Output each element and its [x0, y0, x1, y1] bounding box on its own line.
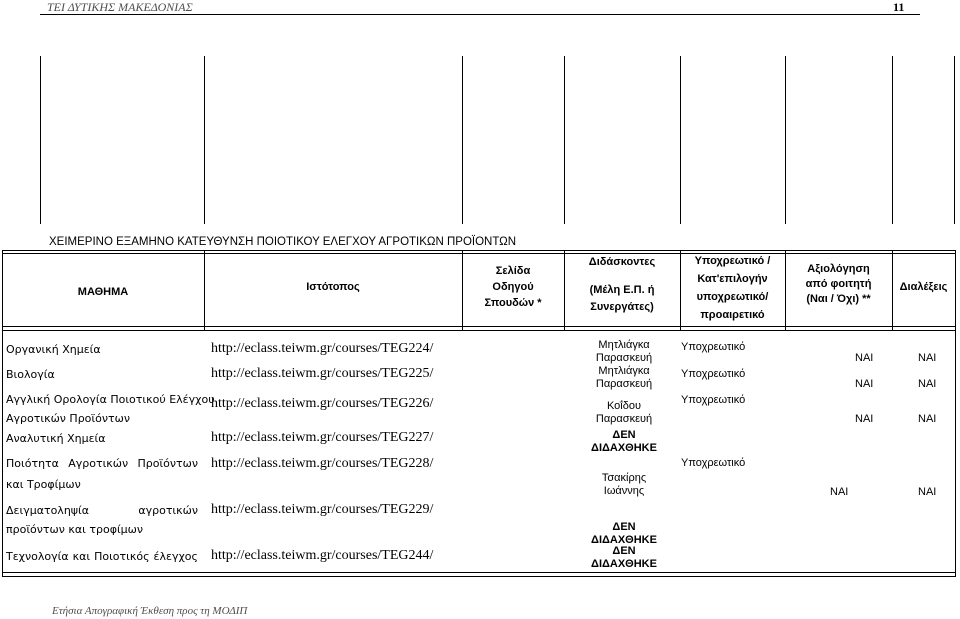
- required-status: Υποχρεωτικό: [681, 394, 746, 406]
- page-number: 11: [893, 0, 905, 14]
- course-name: Δειγματοληψία αγροτικών: [6, 504, 198, 517]
- teacher: Κοΐδου Παρασκευή: [595, 400, 653, 425]
- lectures-value: ΝΑΙ: [918, 413, 937, 425]
- course-name-line-2: προϊόντων και τροφίμων: [6, 523, 144, 536]
- course-name: Τεχνολογία και Ποιοτικός έλεγχος: [6, 550, 198, 563]
- course-name-line-2: και Τροφίμων: [6, 478, 81, 491]
- teacher: Τσακίρης Ιωάννης: [601, 472, 647, 497]
- evaluation-value: ΝΑΙ: [855, 352, 874, 364]
- required-status: Υποχρεωτικό: [681, 341, 746, 353]
- course-name: Οργανική Χημεία: [6, 343, 101, 356]
- course-url[interactable]: http://eclass.teiwm.gr/courses/TEG225/: [211, 366, 434, 381]
- evaluation-value: ΝΑΙ: [855, 413, 874, 425]
- required-status: Υποχρεωτικό: [681, 368, 746, 380]
- teacher: ΔΕΝ ΔΙΔΑΧΘΗΚΕ: [591, 521, 657, 546]
- course-name: Βιολογία: [6, 368, 55, 381]
- col-header-site: Ιστότοπος: [306, 281, 360, 293]
- col-header-guide-page: Σελίδα Οδηγού Σπουδών *: [484, 265, 542, 309]
- course-url[interactable]: http://eclass.teiwm.gr/courses/TEG226/: [211, 396, 434, 411]
- col-header-course: ΜΑΘΗΜΑ: [77, 286, 129, 298]
- lectures-value: ΝΑΙ: [918, 378, 937, 390]
- col-header-lectures: Διαλέξεις: [899, 281, 948, 293]
- teacher: ΔΕΝ ΔΙΔΑΧΘΗΚΕ: [591, 429, 657, 454]
- evaluation-value: ΝΑΙ: [830, 486, 849, 498]
- required-status: Υποχρεωτικό: [681, 457, 746, 469]
- lectures-value: ΝΑΙ: [918, 352, 937, 364]
- teacher: ΔΕΝ ΔΙΔΑΧΘΗΚΕ: [591, 545, 657, 570]
- page-header-title: ΤΕΙ ΔΥΤΙΚΗΣ ΜΑΚΕΔΟΝΙΑΣ: [47, 0, 193, 14]
- page-footer: Ετήσια Απογραφική Έκθεση προς τη ΜΟΔΙΠ: [52, 605, 248, 617]
- section-title: ΧΕΙΜΕΡΙΝΟ ΕΞΑΜΗΝΟ ΚΑΤΕΥΘΥΝΣΗ ΠΟΙΟΤΙΚΟΥ ΕΛΕΓΧΟΥ ΑΓΡΟΤΙΚΩΝ ΠΡΟΪΟΝΤΩΝ: [49, 236, 517, 248]
- course-name: Ποιότητα Αγροτικών Προϊόντων: [6, 457, 198, 470]
- course-url[interactable]: http://eclass.teiwm.gr/courses/TEG227/: [211, 430, 434, 445]
- col-header-evaluation: Αξιολόγηση από φοιτητή (Ναι / Όχι) **: [805, 263, 872, 305]
- teacher: Μητλιάγκα Παρασκευή: [595, 365, 653, 390]
- course-name: Αγγλική Ορολογία Ποιοτικού Ελέγχου Αγροτικών Προϊόντων: [6, 393, 215, 425]
- course-url[interactable]: http://eclass.teiwm.gr/courses/TEG244/: [211, 548, 434, 563]
- teacher: Μητλιάγκα Παρασκευή: [595, 339, 653, 364]
- evaluation-value: ΝΑΙ: [855, 378, 874, 390]
- course-url[interactable]: http://eclass.teiwm.gr/courses/TEG229/: [211, 502, 434, 517]
- course-url[interactable]: http://eclass.teiwm.gr/courses/TEG224/: [211, 341, 434, 356]
- course-url[interactable]: http://eclass.teiwm.gr/courses/TEG228/: [211, 456, 434, 471]
- col-header-required: Υποχρεωτικό / Κατ'επιλογήν υποχρεωτικό/ προαιρετικό: [694, 255, 771, 321]
- lectures-value: ΝΑΙ: [918, 486, 937, 498]
- col-header-teachers: Διδάσκοντες (Μέλη Ε.Π. ή Συνεργάτες): [588, 256, 656, 313]
- course-name: Αναλυτική Χημεία: [6, 432, 106, 445]
